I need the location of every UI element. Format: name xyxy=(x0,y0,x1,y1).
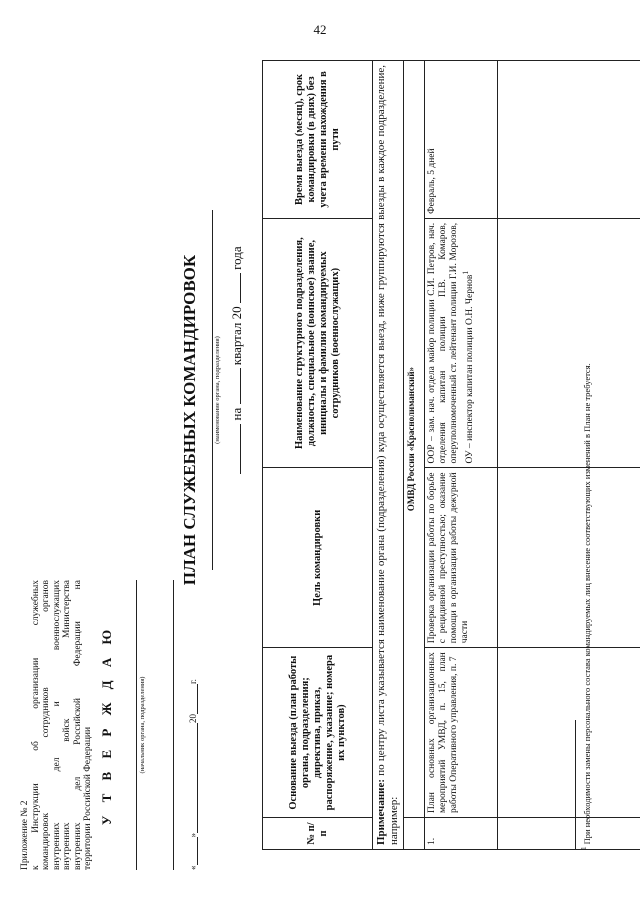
appendix-line: территории Российской Федерации xyxy=(83,726,93,870)
header-staff: Наименование структурного подразделения, должность, специальное (воинское) звание, инициалы и фамилия командируемых сотрудников (военнослужащих) xyxy=(263,218,373,468)
quarter-suffix: года xyxy=(229,246,244,270)
appendix-line: командировок сотрудников органов xyxy=(41,580,51,870)
empty-cell xyxy=(498,818,640,850)
date-day-blank xyxy=(188,838,198,866)
date-month-blank xyxy=(188,723,198,833)
appendix-reference xyxy=(20,580,94,870)
plan-title: ПЛАН СЛУЖЕБНЫХ КОМАНДИРОВОК xyxy=(180,254,199,586)
table-header-row xyxy=(263,61,373,850)
date-year-blank xyxy=(188,684,198,714)
rotated-sheet xyxy=(20,20,600,870)
quarter-number-blank xyxy=(228,368,241,404)
note-label: Примечание: xyxy=(375,778,387,845)
table-row xyxy=(425,61,498,850)
appendix-line: внутренних дел Российской Федерации на xyxy=(72,580,83,870)
approve-title: У Т В Е Р Ж Д А Ю xyxy=(98,624,114,826)
empty-cell xyxy=(498,61,640,219)
group-row xyxy=(404,61,425,850)
header-number: № п/п xyxy=(263,818,373,850)
footnote-text: При необходимости замены персонального состава командируемых лиц внесение соответствующих изменений в План не требуется. xyxy=(581,363,592,845)
empty-cell xyxy=(498,218,640,468)
org-caption: (наименование органа, подразделения) xyxy=(214,336,221,444)
appendix-line: внутренних дел и военнослужащих xyxy=(51,580,62,870)
row-number: 1. xyxy=(425,818,498,850)
group-label: ОМВД России «Краснолиманский» xyxy=(404,61,425,818)
note-cell xyxy=(373,61,404,850)
header-time: Время выезда (месяц), срок командировки (в днях) без учета времени нахождения в пути xyxy=(263,61,373,219)
quarter-line xyxy=(228,150,245,570)
appendix-line: к Инструкции об организации служебных xyxy=(30,580,41,870)
note-text: по центру листа указывается наименование органа (подразделения) куда осуществляется выезд, ниже группируются выезды в каждое подразделение, например: xyxy=(375,64,400,845)
staff-footnote-marker: 1 xyxy=(461,270,470,275)
date-year-suffix: г. xyxy=(187,679,198,684)
row-purpose: Проверка организации работы по борьбе с рецидивной преступностью; оказание помощи в организации работы дежурной части xyxy=(425,468,498,648)
date-open-quote: « xyxy=(187,865,198,870)
quarter-prefix: на xyxy=(229,407,244,421)
quarter-year-blank xyxy=(228,273,241,303)
approval-block xyxy=(20,580,200,870)
signature-line-2 xyxy=(163,580,174,870)
appendix-line: Приложение № 2 xyxy=(20,800,30,870)
table-row-empty xyxy=(498,61,640,850)
page-number: 42 xyxy=(313,22,327,37)
row-staff-text: ООР – зам. нач. отдела майор полиции С.И. Петров, нач. отделения капитан полиции П.В. Комаров, оперуполномоченный ст. лейтенант полиции Г.И. Морозов, ОУ – инспектор капитан полиции О.Н. Чернов xyxy=(427,222,476,464)
row-time: Февраль, 5 дней xyxy=(425,61,498,219)
org-name-line xyxy=(212,210,213,570)
empty-cell xyxy=(498,468,640,648)
quarter-text: квартал 20 xyxy=(229,306,244,366)
note-row xyxy=(373,61,404,850)
quarter-leading-blank xyxy=(228,424,241,474)
signature-line xyxy=(126,580,137,870)
footnote-rule xyxy=(575,720,576,850)
header-basis: Основание выезда (план работы органа, подразделения; директива, приказ, распоряжение, указание; номера их пунктов) xyxy=(263,648,373,818)
empty-cell xyxy=(498,648,640,818)
row-staff xyxy=(425,218,498,468)
footnote xyxy=(580,60,592,850)
row-basis: План основных организационных мероприятий УМВД, п. 15, план работы Оперативного управления, п. 7 xyxy=(425,648,498,818)
header-purpose: Цель командировки xyxy=(263,468,373,648)
date-year-prefix: 20 xyxy=(187,714,198,723)
footnote-marker: 1 xyxy=(580,846,588,850)
date-close-quote: » xyxy=(187,833,198,838)
appendix-line: внутренних войск Министерства xyxy=(62,580,72,870)
group-spacer xyxy=(404,818,425,850)
position-caption: (начальник органа, подразделения) xyxy=(139,676,146,774)
